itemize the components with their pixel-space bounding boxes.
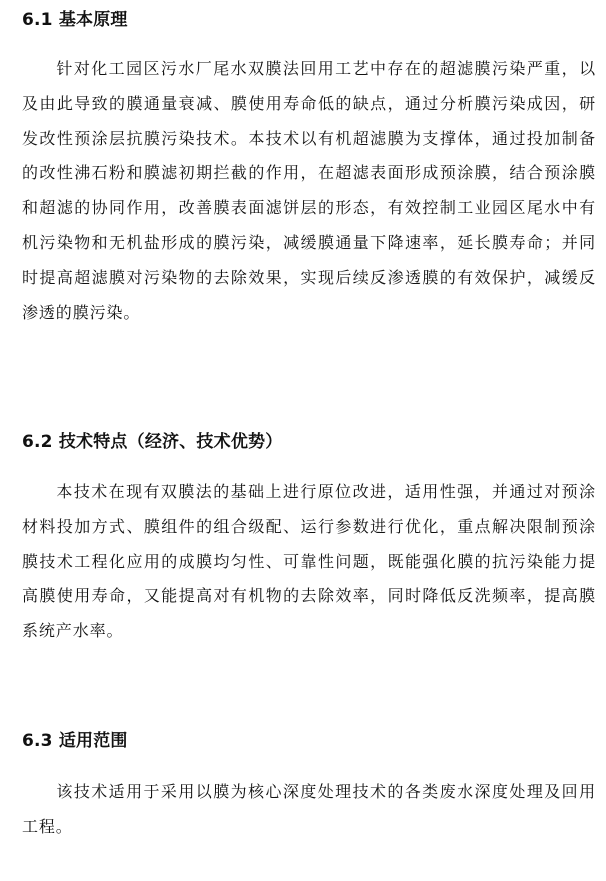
section-heading: 6.2 技术特点（经济、技术优势） xyxy=(22,432,283,452)
section-application-scope xyxy=(22,730,596,845)
section-basic-principle xyxy=(22,9,596,330)
section-heading: 6.1 基本原理 xyxy=(22,10,128,30)
section-paragraph: 该技术适用于采用以膜为核心深度处理技术的各类废水深度处理及回用工程。 xyxy=(22,782,596,836)
section-paragraph: 针对化工园区污水厂尾水双膜法回用工艺中存在的超滤膜污染严重，以及由此导致的膜通量衰减、膜使用寿命低的缺点，通过分析膜污染成因，研发改性预涂层抗膜污染技术。本技术以有机超滤膜为支撑体，通过投加制备的改性沸石粉和膜滤初期拦截的作用，在超滤表面形成预涂膜，结合预涂膜和超滤的协同作用，改善膜表面滤饼层的形态，有效控制工业园区尾水中有机污染物和无机盐形成的膜污染，减缓膜通量下降速率，延长膜寿命；并同时提高超滤膜对污染物的去除效果，实现后续反渗透膜的有效保护，减缓反渗透的膜污染。 xyxy=(22,59,596,322)
section-paragraph: 本技术在现有双膜法的基础上进行原位改进，适用性强，并通过对预涂材料投加方式、膜组件的组合级配、运行参数进行优化，重点解决限制预涂膜技术工程化应用的成膜均匀性、可靠性问题，既能强化膜的抗污染能力提高膜使用寿命，又能提高对有机物的去除效率，同时降低反洗频率，提高膜系统产水率。 xyxy=(22,482,596,641)
section-heading: 6.3 适用范围 xyxy=(22,731,128,751)
section-technical-features xyxy=(22,431,596,649)
